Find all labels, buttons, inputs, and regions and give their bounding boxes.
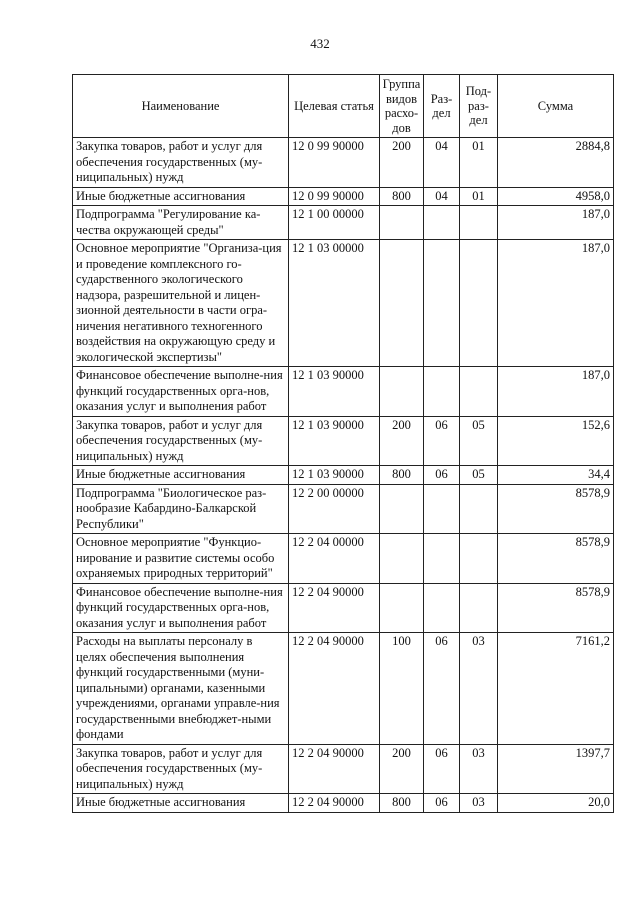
cell-section: 04	[424, 138, 460, 188]
cell-expense-group	[380, 534, 424, 584]
cell-section	[424, 240, 460, 367]
table-row	[73, 466, 614, 485]
cell-name: Иные бюджетные ассигнования	[73, 466, 289, 485]
cell-target-article: 12 0 99 90000	[289, 187, 380, 206]
table-row	[73, 583, 614, 633]
cell-expense-group: 100	[380, 633, 424, 745]
cell-sum: 152,6	[498, 416, 614, 466]
cell-section: 06	[424, 744, 460, 794]
cell-name: Иные бюджетные ассигнования	[73, 794, 289, 813]
cell-expense-group: 800	[380, 466, 424, 485]
cell-name: Основное мероприятие "Организа-ция и проведение комплексного го-сударственного экологического надзора, разрешительной и лицен-зионной деятельности в части огра-ничения негативного техногенного воздействия на окружающую среду и экологической экспертизы"	[73, 240, 289, 367]
cell-sum: 187,0	[498, 206, 614, 240]
cell-section: 04	[424, 187, 460, 206]
table-row	[73, 484, 614, 534]
cell-target-article: 12 2 04 90000	[289, 633, 380, 745]
cell-subsection: 05	[460, 416, 498, 466]
cell-sum: 2884,8	[498, 138, 614, 188]
cell-expense-group: 800	[380, 187, 424, 206]
cell-section: 06	[424, 633, 460, 745]
cell-subsection	[460, 534, 498, 584]
cell-expense-group	[380, 240, 424, 367]
cell-expense-group	[380, 367, 424, 417]
header-expense-group: Группа видов расхо-дов	[380, 75, 424, 138]
cell-name: Основное мероприятие "Функцио-нирование и развитие системы особо охраняемых природных территорий"	[73, 534, 289, 584]
cell-expense-group	[380, 206, 424, 240]
cell-name: Финансовое обеспечение выполне-ния функций государственных орга-нов, оказания услуг и выполнения работ	[73, 583, 289, 633]
cell-subsection: 01	[460, 138, 498, 188]
cell-sum: 4958,0	[498, 187, 614, 206]
cell-name: Финансовое обеспечение выполне-ния функций государственных орга-нов, оказания услуг и выполнения работ	[73, 367, 289, 417]
cell-subsection: 05	[460, 466, 498, 485]
cell-sum: 20,0	[498, 794, 614, 813]
cell-section	[424, 484, 460, 534]
cell-sum: 187,0	[498, 367, 614, 417]
table-row	[73, 206, 614, 240]
cell-subsection	[460, 484, 498, 534]
cell-target-article: 12 2 04 90000	[289, 744, 380, 794]
budget-table	[72, 74, 614, 813]
cell-sum: 7161,2	[498, 633, 614, 745]
cell-target-article: 12 1 03 90000	[289, 466, 380, 485]
cell-target-article: 12 2 04 00000	[289, 534, 380, 584]
cell-subsection	[460, 240, 498, 367]
table-row	[73, 367, 614, 417]
table-row	[73, 240, 614, 367]
table-row	[73, 187, 614, 206]
cell-section: 06	[424, 416, 460, 466]
header-name: Наименование	[73, 75, 289, 138]
header-section: Раз-дел	[424, 75, 460, 138]
header-sum: Сумма	[498, 75, 614, 138]
table-row	[73, 633, 614, 745]
cell-name: Закупка товаров, работ и услуг для обеспечения государственных (му-ниципальных) нужд	[73, 744, 289, 794]
table-body	[73, 138, 614, 813]
table-header-row	[73, 75, 614, 138]
cell-subsection	[460, 367, 498, 417]
cell-sum: 8578,9	[498, 534, 614, 584]
header-target-article: Целевая статья	[289, 75, 380, 138]
cell-section: 06	[424, 466, 460, 485]
cell-expense-group: 800	[380, 794, 424, 813]
cell-sum: 1397,7	[498, 744, 614, 794]
cell-sum: 187,0	[498, 240, 614, 367]
cell-expense-group: 200	[380, 744, 424, 794]
table-row	[73, 416, 614, 466]
cell-target-article: 12 1 03 90000	[289, 367, 380, 417]
cell-sum: 8578,9	[498, 583, 614, 633]
table-row	[73, 534, 614, 584]
header-subsection: Под-раз-дел	[460, 75, 498, 138]
cell-target-article: 12 1 03 00000	[289, 240, 380, 367]
cell-subsection: 03	[460, 633, 498, 745]
cell-target-article: 12 2 00 00000	[289, 484, 380, 534]
cell-target-article: 12 2 04 90000	[289, 583, 380, 633]
cell-name: Подпрограмма "Биологическое раз-нообразие Кабардино-Балкарской Республики"	[73, 484, 289, 534]
cell-subsection: 03	[460, 794, 498, 813]
cell-sum: 8578,9	[498, 484, 614, 534]
cell-section	[424, 367, 460, 417]
page-number: 432	[310, 36, 330, 51]
cell-subsection	[460, 583, 498, 633]
cell-section	[424, 583, 460, 633]
cell-name: Подпрограмма "Регулирование ка-чества окружающей среды"	[73, 206, 289, 240]
cell-expense-group: 200	[380, 138, 424, 188]
cell-expense-group	[380, 583, 424, 633]
cell-name: Расходы на выплаты персоналу в целях обеспечения выполнения функций государственными (муни-ципальными) органами, казенными учреждениями, органами управле-ния государственными внебюджет-ными фондами	[73, 633, 289, 745]
cell-target-article: 12 2 04 90000	[289, 794, 380, 813]
cell-subsection: 03	[460, 744, 498, 794]
cell-subsection: 01	[460, 187, 498, 206]
cell-target-article: 12 1 03 90000	[289, 416, 380, 466]
cell-sum: 34,4	[498, 466, 614, 485]
cell-section	[424, 534, 460, 584]
table-row	[73, 794, 614, 813]
cell-subsection	[460, 206, 498, 240]
cell-expense-group: 200	[380, 416, 424, 466]
cell-target-article: 12 0 99 90000	[289, 138, 380, 188]
cell-name: Закупка товаров, работ и услуг для обеспечения государственных (му-ниципальных) нужд	[73, 138, 289, 188]
cell-target-article: 12 1 00 00000	[289, 206, 380, 240]
cell-section: 06	[424, 794, 460, 813]
cell-section	[424, 206, 460, 240]
table-row	[73, 744, 614, 794]
cell-name: Закупка товаров, работ и услуг для обеспечения государственных (му-ниципальных) нужд	[73, 416, 289, 466]
cell-name: Иные бюджетные ассигнования	[73, 187, 289, 206]
table-row	[73, 138, 614, 188]
cell-expense-group	[380, 484, 424, 534]
